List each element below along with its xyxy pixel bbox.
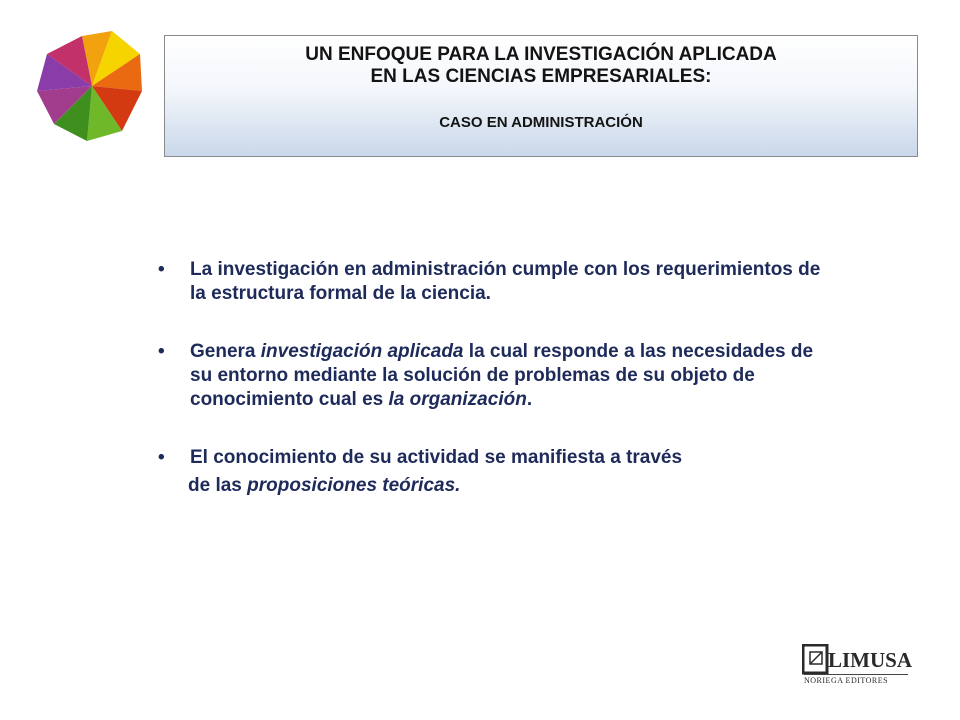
pinwheel-logo [22, 26, 162, 146]
publisher-logo [800, 640, 913, 690]
bullet-dot: • [158, 341, 165, 362]
subtitle: CASO EN ADMINISTRACIÓN [439, 114, 643, 131]
bullet-emphasis: la organización [388, 389, 527, 410]
bullet-list [158, 258, 838, 498]
publisher-mark-icon [802, 644, 830, 676]
title-line-1: UN ENFOQUE PARA LA INVESTIGACIÓN APLICADA [305, 44, 777, 65]
bullet-item [158, 340, 838, 412]
bullet-text-pre: de las [188, 475, 248, 496]
bullet-text-pre: Genera [190, 341, 261, 362]
bullet-text: El conocimiento de su actividad se manifiesta a través [190, 447, 683, 468]
bullet-continuation [158, 474, 838, 498]
bullet-item [158, 446, 838, 470]
publisher-tagline: NORIEGA EDITORES [804, 674, 908, 685]
bullet-dot: • [158, 447, 165, 468]
bullet-item [158, 258, 838, 306]
publisher-name: LIMUSA [828, 648, 913, 672]
bullet-dot: • [158, 259, 165, 280]
bullet-emphasis: proposiciones teóricas. [247, 475, 461, 496]
bullet-emphasis: investigación aplicada [260, 341, 464, 362]
title-box [164, 35, 918, 157]
bullet-text-end: . [526, 389, 533, 410]
title-line-2: EN LAS CIENCIAS EMPRESARIALES: [370, 66, 712, 87]
bullet-text: La investigación en administración cumple con los requerimientos de la estructura formal de la ciencia. [190, 259, 821, 304]
bullet-text-mid: la cual responde a las necesidades de su entorno mediante la solución de problemas de su objeto de conocimiento cual es [190, 341, 814, 410]
